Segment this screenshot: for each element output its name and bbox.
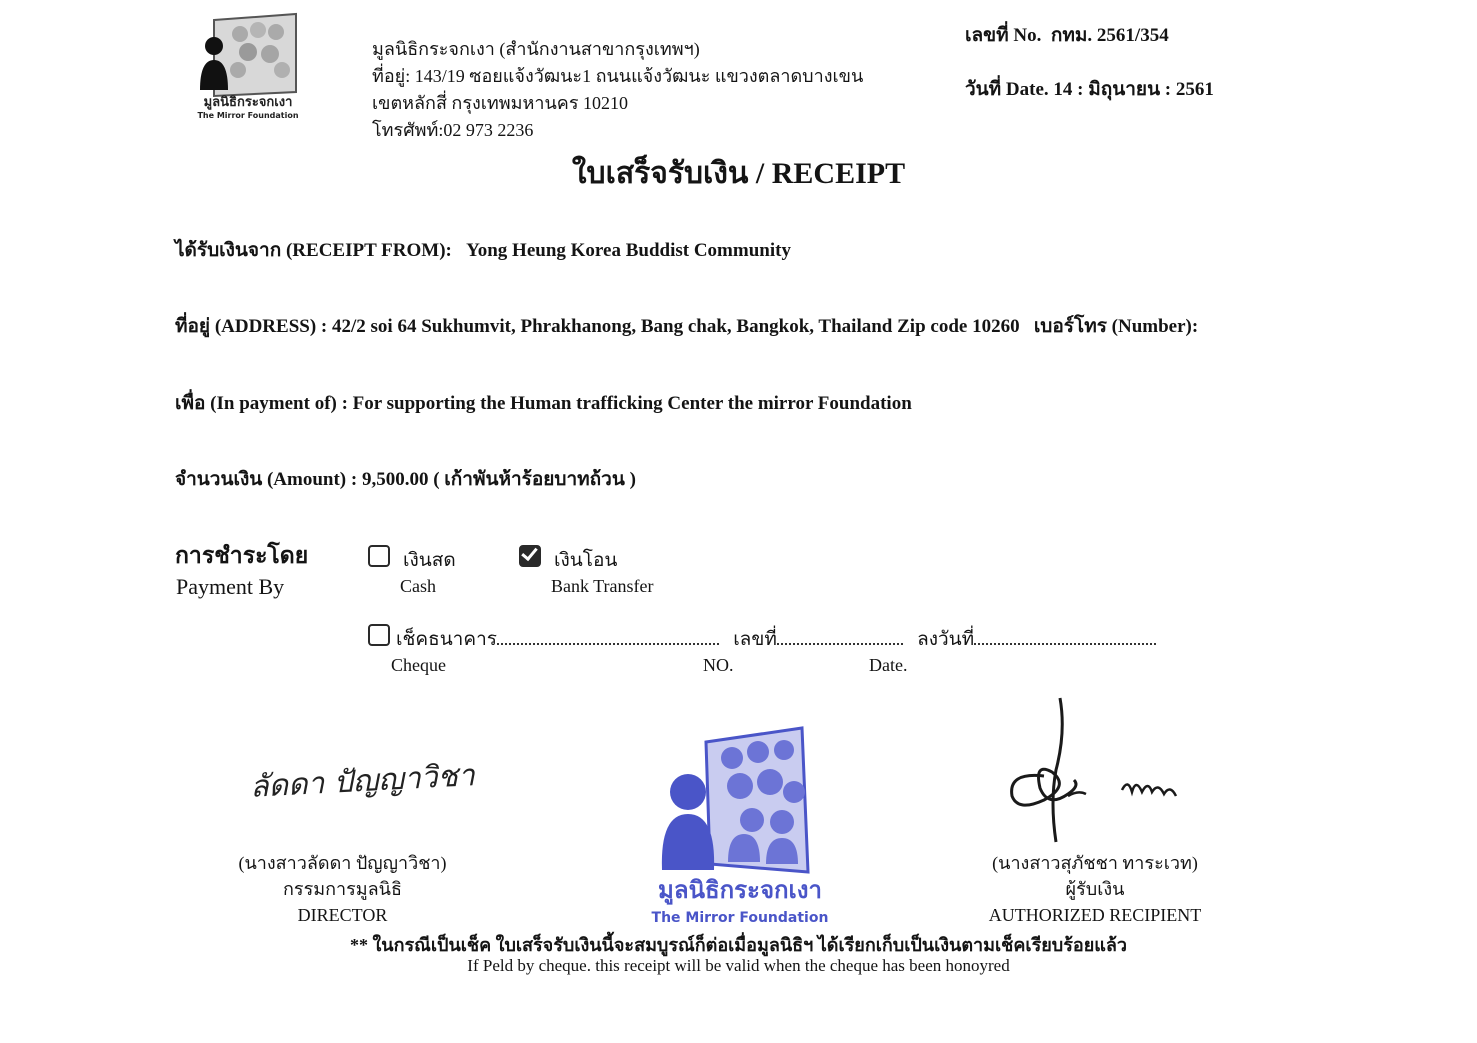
receipt-number-label: เลขที่ No. <box>965 25 1042 46</box>
cash-label-th: เงินสด <box>403 550 456 571</box>
receipt-date <box>965 74 1214 104</box>
signature-scribble-icon <box>1004 692 1194 852</box>
logo-thai-name: มูลนิธิกระจกเงา <box>203 95 293 110</box>
footer-note-en: If Peld by cheque. this receipt will be valid when the cheque has been honoyred <box>467 956 1010 975</box>
logo-english-name: The Mirror Foundation <box>197 111 299 120</box>
organization-name: มูลนิธิกระจกเงา (สำนักงานสาขากรุงเทพฯ) <box>372 39 700 59</box>
cheque-label-th: เช็คธนาคาร <box>396 629 497 650</box>
recipient-title-th: ผู้รับเงิน <box>1065 879 1125 899</box>
address-label: ที่อยู่ (ADDRESS) : <box>175 316 328 337</box>
cheque-label-en: Cheque <box>391 655 446 675</box>
recipient-block <box>966 850 1224 928</box>
foundation-stamp <box>640 722 840 932</box>
recipient-name: (นางสาวสุภัชชา ทาระเวท) <box>992 853 1198 873</box>
receipt-date-value: 14 : มิถุนายน : 2561 <box>1053 79 1214 100</box>
director-block <box>220 850 465 928</box>
received-from-row <box>175 235 791 265</box>
receipt-number-value: กทม. 2561/354 <box>1050 25 1169 46</box>
stamp-thai-name: มูลนิธิกระจกเงา <box>658 876 822 904</box>
address-value: 42/2 soi 64 Sukhumvit, Phrakhanong, Bang chak, Bangkok, Thailand Zip code 10260 <box>332 316 1020 337</box>
recipient-signature <box>1004 692 1194 852</box>
cheque-date-blank <box>974 629 1156 645</box>
bank-transfer-checkbox[interactable] <box>519 545 541 567</box>
stamp-english-name: The Mirror Foundation <box>651 910 829 926</box>
cheque-line <box>396 624 1156 654</box>
director-title-en: DIRECTOR <box>297 905 388 925</box>
cheque-date-label-en: Date. <box>869 655 908 675</box>
phone-label: เบอร์โทร (Number): <box>1033 316 1199 337</box>
cash-checkbox[interactable] <box>368 545 390 567</box>
cheque-no-label-en: NO. <box>703 655 734 675</box>
amount-row <box>175 464 636 494</box>
foundation-logo <box>178 8 318 126</box>
transfer-label-th: เงินโอน <box>554 550 618 571</box>
purpose-row <box>175 388 912 418</box>
purpose-value: For supporting the Human trafficking Center the mirror Foundation <box>352 393 912 414</box>
receipt-date-label: วันที่ Date. <box>965 79 1049 100</box>
organization-phone: โทรศัพท์:02 973 2236 <box>372 120 534 140</box>
cheque-no-blank <box>777 629 903 645</box>
organization-address-line2: เขตหลักสี่ กรุงเทพมหานคร 10210 <box>372 93 629 113</box>
payment-label-th: การชำระโดย <box>175 543 309 568</box>
amount-value: 9,500.00 ( เก้าพันห้าร้อยบาทถ้วน ) <box>361 469 636 490</box>
page-title: ใบเสร็จรับเงิน / RECEIPT <box>571 157 906 190</box>
stamp-people-icon <box>640 722 840 932</box>
cheque-date-label-th: ลงวันที่ <box>917 629 975 650</box>
payment-label-en: Payment By <box>176 574 285 599</box>
transfer-label-en: Bank Transfer <box>551 576 654 596</box>
received-from-value: Yong Heung Korea Buddist Community <box>466 240 791 261</box>
cheque-bank-blank <box>497 629 719 645</box>
checkmark-icon <box>521 544 538 561</box>
footer-note-th: ** ในกรณีเป็นเช็ค ใบเสร็จรับเงินนี้จะสมบูรณ์ก็ต่อเมื่อมูลนิธิฯ ได้เรียกเก็บเป็นเงินตามเช็คเรียบร้อยแล้ว <box>350 935 1127 955</box>
organization-address-line1: ที่อยู่: 143/19 ซอยแจ้งวัฒนะ1 ถนนแจ้งวัฒนะ แขวงตลาดบางเขน <box>372 66 864 86</box>
director-name: (นางสาวลัดดา ปัญญาวิชา) <box>238 853 447 873</box>
cheque-checkbox[interactable] <box>368 624 390 646</box>
amount-label: จำนวนเงิน (Amount) : <box>175 469 358 490</box>
director-title-th: กรรมการมูลนิธิ <box>283 879 402 899</box>
director-signature: ลัดดา ปัญญาวิชา <box>249 758 476 805</box>
cash-label-en: Cash <box>400 576 436 596</box>
purpose-label: เพื่อ (In payment of) : <box>175 393 348 414</box>
receipt-number <box>965 20 1169 50</box>
address-row <box>175 311 1198 341</box>
received-from-label: ได้รับเงินจาก (RECEIPT FROM): <box>175 240 452 261</box>
recipient-title-en: AUTHORIZED RECIPIENT <box>988 905 1202 925</box>
people-logo-icon <box>178 8 318 126</box>
cheque-no-label-th: เลขที่ <box>733 629 777 650</box>
